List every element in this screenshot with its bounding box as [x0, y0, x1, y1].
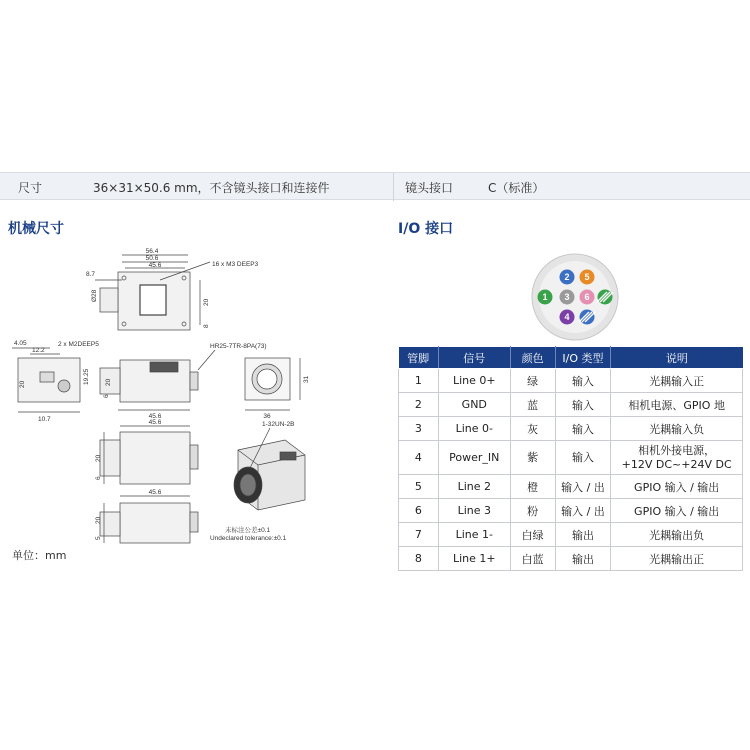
pin-cell: 6	[399, 499, 439, 523]
description-line: +12V DC~+24V DC	[621, 457, 732, 471]
back-view-connector	[58, 380, 70, 392]
label-hr25: HR25-7TR-8PA(73)	[210, 343, 267, 350]
dim-56-4: 56.4	[145, 248, 159, 255]
description-line: GPIO 输入 / 输出	[634, 480, 720, 494]
top-view-window	[140, 285, 166, 315]
dim-8-7: 8.7	[86, 271, 96, 278]
description-line: 光耦输入正	[649, 374, 705, 388]
unit-label: 单位：mm	[12, 549, 67, 562]
table-row	[399, 499, 743, 523]
color-cell: 白绿	[510, 523, 555, 547]
description-line: 光耦输出负	[649, 528, 705, 542]
dim-20-top: 20	[203, 298, 210, 306]
dim-45-6-top: 45.6	[148, 262, 162, 269]
dim-50-6: 50.6	[145, 255, 159, 262]
pin-cell: 1	[399, 369, 439, 393]
signal-cell: Line 2	[438, 475, 510, 499]
pin-cell: 3	[399, 417, 439, 441]
table-row	[399, 441, 743, 475]
table-row	[399, 417, 743, 441]
description-cell	[611, 393, 743, 417]
dim-8: 8	[203, 324, 210, 328]
io-type-cell: 输入	[555, 441, 611, 475]
io-title: I/O 接口	[398, 221, 454, 237]
table-row	[399, 369, 743, 393]
signal-cell: Power_IN	[438, 441, 510, 475]
back-view-port	[40, 372, 54, 382]
signal-cell: Line 0-	[438, 417, 510, 441]
table-row	[399, 547, 743, 571]
io-table	[398, 346, 743, 571]
io-table-header	[399, 347, 743, 369]
dim-6-side: 6	[103, 394, 110, 398]
color-cell: 橙	[510, 475, 555, 499]
description-cell	[611, 369, 743, 393]
description-cell	[611, 475, 743, 499]
dim-28: Ø28	[91, 289, 98, 302]
dim-45-6-bottom: 45.6	[148, 489, 162, 496]
lens-label: 镜头接口	[405, 181, 454, 195]
description-cell	[611, 523, 743, 547]
dim-10-7: 10.7	[38, 416, 51, 423]
pin-cell: 8	[399, 547, 439, 571]
dim-20-mid: 20	[95, 454, 102, 462]
color-cell: 粉	[510, 499, 555, 523]
dim-20-back: 20	[19, 380, 26, 388]
io-type-cell: 输出	[555, 523, 611, 547]
signal-cell: Line 3	[438, 499, 510, 523]
io-type-cell: 输入	[555, 417, 611, 441]
mid-view-body	[120, 432, 190, 484]
spec-divider	[393, 173, 394, 201]
label-tolerance-cn: 未标注公差±0.1	[225, 527, 271, 534]
connector-pin-label: 4	[564, 312, 570, 323]
size-value: 36×31×50.6 mm，不含镜头接口和连接件	[93, 181, 330, 195]
io-type-cell: 输入	[555, 393, 611, 417]
label-m2: 2 x M2DEEP5	[58, 341, 99, 348]
io-type-cell: 输出	[555, 547, 611, 571]
description-line: GPIO 输入 / 输出	[634, 504, 720, 518]
signal-cell: GND	[438, 393, 510, 417]
pin-cell: 2	[399, 393, 439, 417]
dim-45-6-side: 45.6	[148, 413, 162, 420]
color-cell: 紫	[510, 441, 555, 475]
description-line: 相机外接电源，	[638, 443, 716, 457]
connector-pin-diagram	[530, 252, 620, 342]
dim-12-2: 12.2	[32, 347, 45, 354]
size-label: 尺寸	[18, 181, 43, 195]
header-color: 颜色	[510, 347, 555, 369]
header-io-type: I/O 类型	[555, 347, 611, 369]
connector-pin-label: 1	[542, 292, 548, 303]
spec-bar	[0, 172, 750, 200]
pin-cell: 5	[399, 475, 439, 499]
label-m3: 16 x M3 DEEP3	[212, 261, 259, 268]
mech-title: 机械尺寸	[8, 221, 64, 237]
io-type-cell: 输入 / 出	[555, 475, 611, 499]
dim-36: 36	[263, 413, 271, 420]
dim-20-bottom: 20	[95, 516, 102, 524]
io-type-cell: 输入 / 出	[555, 499, 611, 523]
color-cell: 蓝	[510, 393, 555, 417]
description-line: 光耦输入负	[649, 422, 705, 436]
signal-cell: Line 1+	[438, 547, 510, 571]
header-pin: 管脚	[399, 347, 439, 369]
mechanical-drawing	[0, 240, 345, 550]
description-cell	[611, 499, 743, 523]
dim-45-6-mid: 45.6	[148, 419, 162, 426]
pin-cell: 4	[399, 441, 439, 475]
description-line: 光耦输出正	[649, 552, 705, 566]
lens-value: C（标准）	[488, 181, 545, 195]
top-view-lens	[100, 288, 118, 312]
color-cell: 绿	[510, 369, 555, 393]
color-cell: 白蓝	[510, 547, 555, 571]
description-cell	[611, 547, 743, 571]
dim-6-mid: 6	[95, 476, 102, 480]
table-row	[399, 523, 743, 547]
dim-5: 5	[95, 536, 102, 540]
description-cell	[611, 417, 743, 441]
color-cell: 灰	[510, 417, 555, 441]
description-cell	[611, 441, 743, 475]
dim-4-05: 4.05	[14, 340, 27, 347]
pin-cell: 7	[399, 523, 439, 547]
dim-19-25: 19.25	[83, 368, 90, 385]
label-tolerance-en: Undeclared tolerance:±0.1	[210, 535, 287, 542]
table-row	[399, 393, 743, 417]
connector-pin-label: 5	[584, 272, 590, 283]
signal-cell: Line 1-	[438, 523, 510, 547]
connector-pin-label: 3	[564, 292, 570, 303]
io-type-cell: 输入	[555, 369, 611, 393]
bottom-view-body	[120, 503, 190, 543]
connector-pin-label: 2	[564, 272, 570, 283]
label-thread: 1-32UN-2B	[262, 421, 295, 428]
table-row	[399, 475, 743, 499]
header-signal: 信号	[438, 347, 510, 369]
header-description: 说明	[611, 347, 743, 369]
signal-cell: Line 0+	[438, 369, 510, 393]
connector-pin-label: 6	[584, 292, 590, 303]
dim-31: 31	[303, 375, 310, 383]
description-line: 相机电源、GPIO 地	[628, 398, 725, 412]
dim-20-side: 20	[105, 378, 112, 386]
